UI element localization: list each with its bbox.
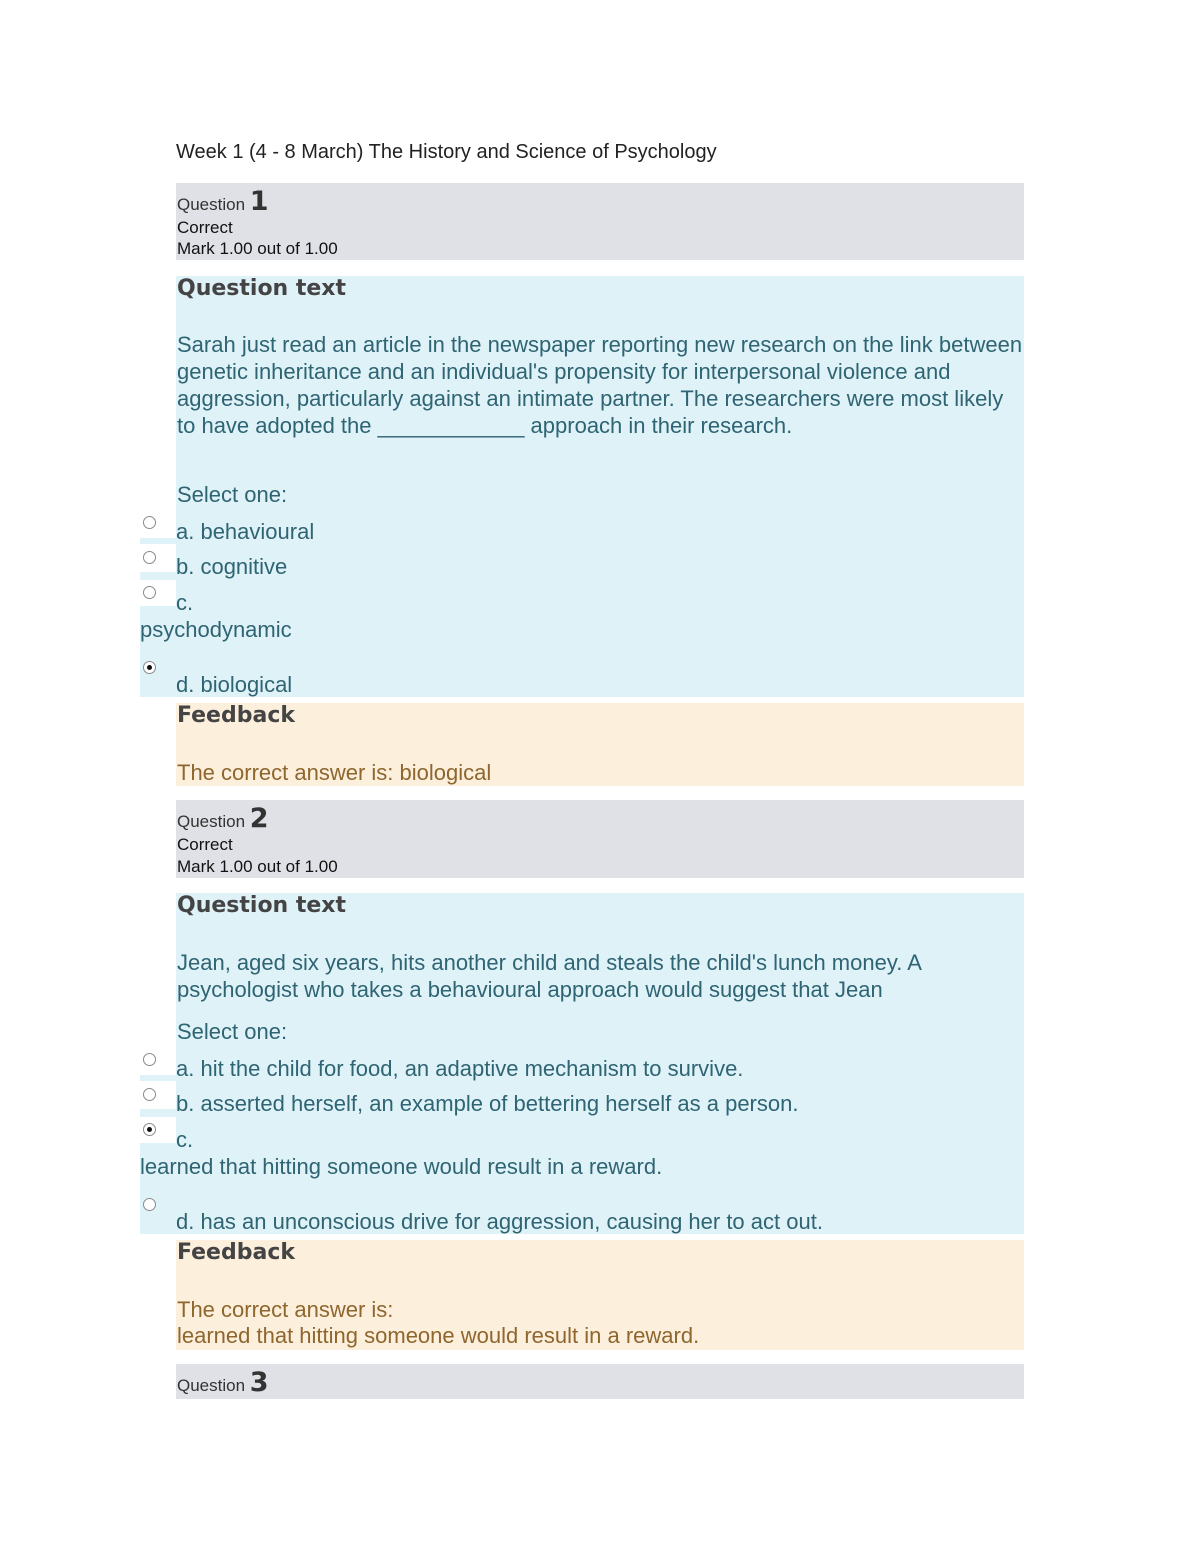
question-2-info [176,800,1024,878]
question-2-state: Correct [177,835,233,854]
option-strip [140,572,176,580]
question-2-feedback [176,1240,1024,1350]
question-2-grade: Mark 1.00 out of 1.00 [177,857,338,876]
question-2-feedback-label: The correct answer is: [177,1297,394,1322]
question-2-select-prompt: Select one: [177,1019,288,1044]
question-2-text-heading: Question text [177,893,347,918]
question-3-heading [176,1367,269,1398]
question-1-feedback-heading: Feedback [177,703,295,728]
page-title: Week 1 (4 - 8 March) The History and Science of Psychology [176,141,717,163]
option-radio-d[interactable] [143,1198,156,1211]
option-radio-d[interactable] [143,661,156,674]
option-label-d[interactable]: d. has an unconscious drive for aggression, causing her to act out. [176,1209,823,1234]
question-1-heading [176,186,269,217]
option-radio-b[interactable] [143,551,156,564]
question-1-feedback [176,703,1024,786]
question-1-feedback-text: The correct answer is: biological [177,760,492,785]
option-radio-a[interactable] [143,1053,156,1066]
question-2-feedback-heading: Feedback [177,1240,295,1265]
question-2-text: Jean, aged six years, hits another child and steals the child's lunch money. A psychologist who takes a behavioural approach would suggest that Jean [177,950,921,1002]
option-radio-a[interactable] [143,516,156,529]
option-label-a[interactable]: a. hit the child for food, an adaptive mechanism to survive. [176,1056,744,1081]
option-label-c[interactable]: c. [176,1127,194,1152]
question-number: 1 [249,186,269,217]
question-2-heading [176,803,269,834]
question-1-text-heading: Question text [177,276,347,301]
question-1-info [176,183,1024,260]
option-label-c-wrap[interactable]: learned that hitting someone would result in a reward. [140,1154,663,1179]
option-strip [140,538,176,544]
option-strip [140,1190,176,1234]
option-label-a[interactable]: a. behavioural [176,519,315,544]
question-number: 3 [249,1367,269,1398]
option-label-b[interactable]: b. cognitive [176,554,288,579]
question-label: Question [177,195,246,214]
question-1-grade: Mark 1.00 out of 1.00 [177,239,338,258]
option-radio-b[interactable] [143,1088,156,1101]
question-label: Question [177,812,246,831]
option-radio-c[interactable] [143,586,156,599]
question-2-feedback-answer: learned that hitting someone would result in a reward. [177,1323,700,1348]
option-label-c-wrap[interactable]: psychodynamic [140,617,292,642]
option-strip [140,1109,176,1117]
question-label: Question [177,1376,246,1395]
question-1-text: Sarah just read an article in the newspaper reporting new research on the link between genetic inheritance and an individual's propensity for interpersonal violence and aggression, particularly against an intimate partner. The researchers were most likely to have adopted the ____________ approach in their research. [177,332,1023,438]
option-radio-c[interactable] [143,1123,156,1136]
question-number: 2 [249,803,269,834]
question-1-select-prompt: Select one: [177,482,288,507]
question-3-info [176,1364,1024,1399]
option-strip [140,1075,176,1081]
question-1-state: Correct [177,218,233,237]
option-label-b[interactable]: b. asserted herself, an example of bettering herself as a person. [176,1091,799,1116]
option-strip [140,654,176,697]
option-label-c[interactable]: c. [176,590,194,615]
option-label-d[interactable]: d. biological [176,672,293,697]
